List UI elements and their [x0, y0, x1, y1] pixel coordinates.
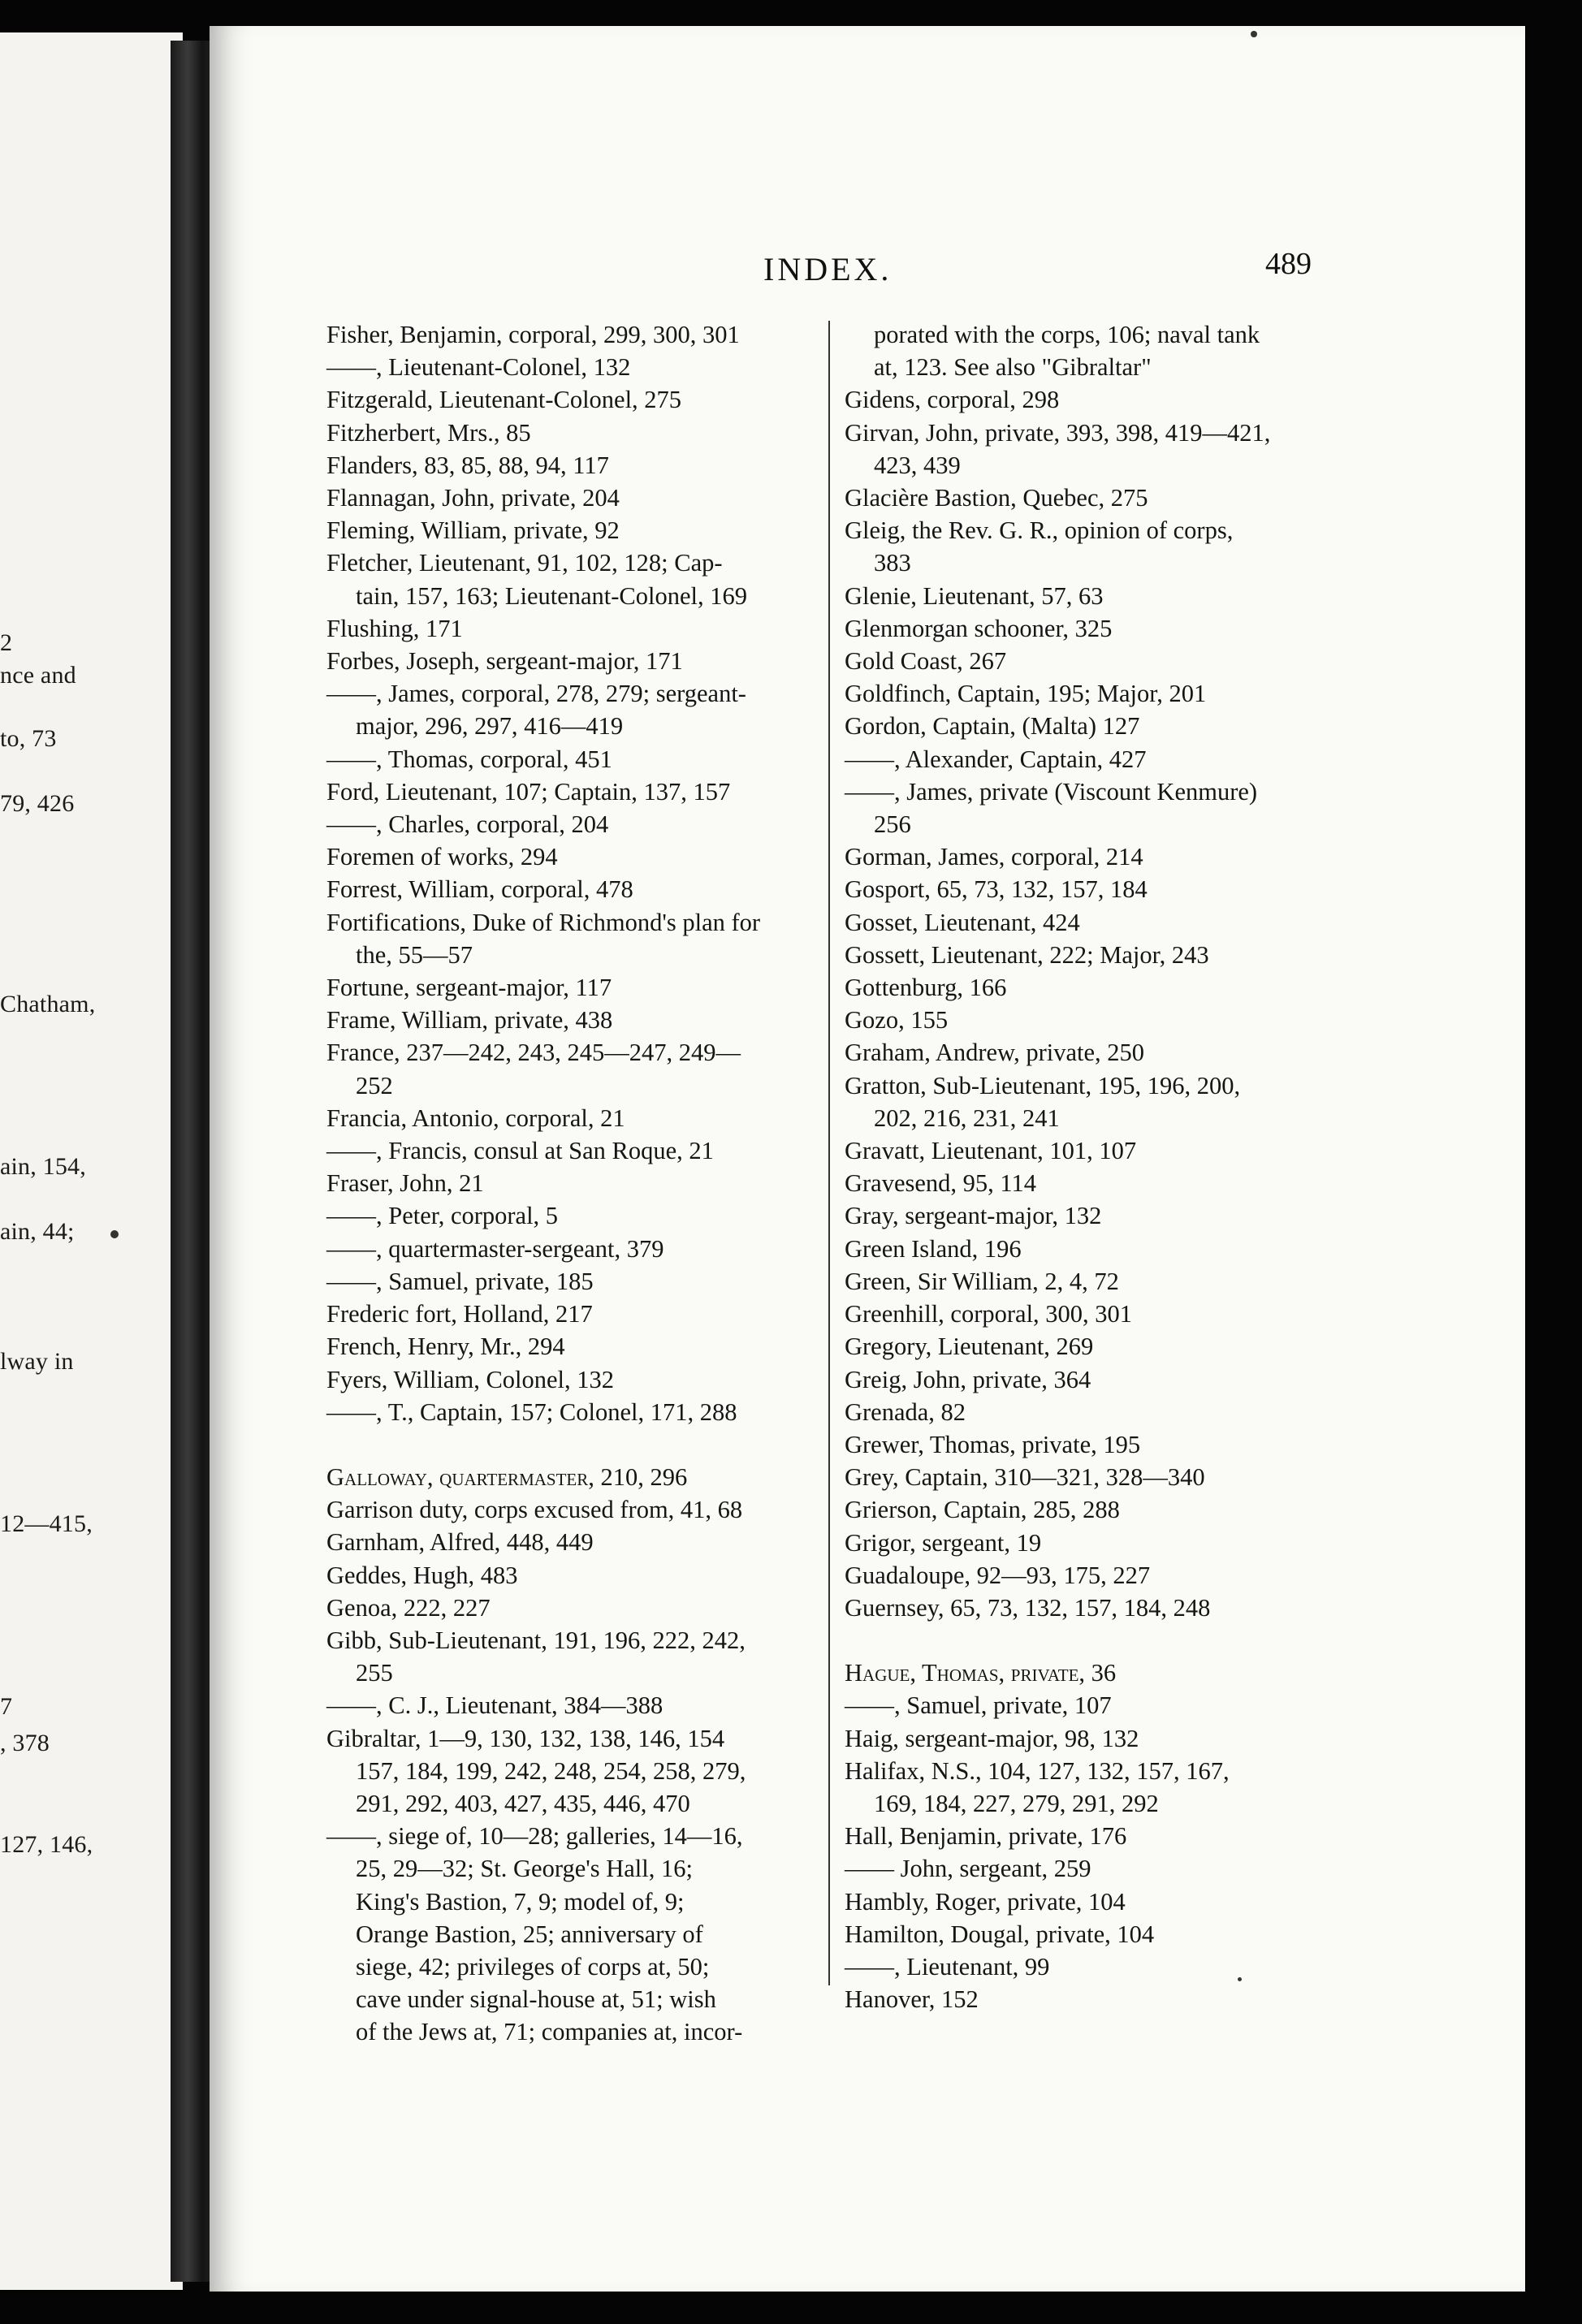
- index-entry: Green Island, 196: [845, 1234, 1022, 1263]
- index-entry: major, 296, 297, 416—419: [356, 712, 624, 741]
- facing-page-fragment: 7: [0, 1693, 13, 1720]
- index-entry: 291, 292, 403, 427, 435, 446, 470: [356, 1789, 690, 1817]
- index-entry: Gozo, 155: [845, 1006, 949, 1035]
- index-entry: Haig, sergeant-major, 98, 132: [845, 1724, 1139, 1752]
- index-entry: ——, T., Captain, 157; Colonel, 171, 288: [326, 1397, 737, 1426]
- index-entry: Genoa, 222, 227: [326, 1593, 491, 1622]
- index-entry: Glenmorgan schooner, 325: [845, 614, 1113, 642]
- index-entry: Orange Bastion, 25; anniversary of: [356, 1920, 703, 1948]
- index-entry: Flushing, 171: [326, 614, 463, 642]
- index-entry: the, 55—57: [356, 940, 473, 969]
- index-entry: Gleig, the Rev. G. R., opinion of corps,: [845, 516, 1234, 545]
- index-entry: Gray, sergeant-major, 132: [845, 1202, 1102, 1230]
- index-entry: Francia, Antonio, corporal, 21: [326, 1104, 625, 1132]
- index-entry: Grewer, Thomas, private, 195: [845, 1430, 1141, 1458]
- ink-speck: [110, 1230, 119, 1238]
- index-entry: Hamilton, Dougal, private, 104: [845, 1920, 1155, 1948]
- page-title: INDEX.: [763, 251, 893, 287]
- index-entry: Geddes, Hugh, 483: [326, 1561, 518, 1589]
- index-entry: Hague, Thomas, private, 36: [845, 1659, 1117, 1687]
- index-entry: 256: [874, 810, 911, 839]
- index-entry: ——, C. J., Lieutenant, 384—388: [326, 1691, 663, 1720]
- index-entry: Greenhill, corporal, 300, 301: [845, 1300, 1133, 1328]
- index-entry: ——, Francis, consul at San Roque, 21: [326, 1137, 714, 1165]
- facing-page-fragment: 12—415,: [0, 1510, 93, 1537]
- ink-speck: [1238, 1977, 1242, 1981]
- ink-speck: [1251, 31, 1257, 37]
- index-column-left: [326, 318, 814, 2049]
- index-entry: ——, Charles, corporal, 204: [326, 810, 609, 839]
- index-entry: Glacière Bastion, Quebec, 275: [845, 484, 1148, 512]
- page-number: 489: [1265, 247, 1312, 281]
- section-gap: [845, 1624, 1332, 1657]
- facing-page-fragment: , 378: [0, 1730, 50, 1756]
- index-entry: siege, 42; privileges of corps at, 50;: [356, 1952, 710, 1981]
- index-entry: Guadaloupe, 92—93, 175, 227: [845, 1561, 1151, 1589]
- index-entry: Gibraltar, 1—9, 130, 132, 138, 146, 154: [326, 1724, 725, 1752]
- index-entry: Flanders, 83, 85, 88, 94, 117: [326, 451, 609, 479]
- index-entry: 157, 184, 199, 242, 248, 254, 258, 279,: [356, 1756, 746, 1785]
- index-entry: ——, Peter, corporal, 5: [326, 1202, 559, 1230]
- index-entry: Fyers, William, Colonel, 132: [326, 1365, 615, 1393]
- index-entry: Guernsey, 65, 73, 132, 157, 184, 248: [845, 1593, 1211, 1622]
- index-entry: Gosset, Lieutenant, 424: [845, 908, 1080, 936]
- index-entry: Ford, Lieutenant, 107; Captain, 137, 157: [326, 777, 731, 806]
- index-entry: Fraser, John, 21: [326, 1169, 484, 1198]
- index-entry: ——, James, private (Viscount Kenmure): [845, 777, 1258, 806]
- index-entry: Forrest, William, corporal, 478: [326, 875, 633, 904]
- index-entry: 383: [874, 549, 911, 577]
- index-entry: Halifax, N.S., 104, 127, 132, 157, 167,: [845, 1756, 1230, 1785]
- index-entry: Hanover, 152: [845, 1985, 979, 2014]
- index-entry: 25, 29—32; St. George's Hall, 16;: [356, 1855, 693, 1883]
- index-entry: 202, 216, 231, 241: [874, 1104, 1060, 1132]
- facing-page-fragment: ain, 154,: [0, 1153, 86, 1180]
- index-entry: Gorman, James, corporal, 214: [845, 843, 1143, 871]
- facing-page-fragment: lway in: [0, 1348, 74, 1375]
- index-entry: porated with the corps, 106; naval tank: [874, 321, 1260, 348]
- index-entry: Glenie, Lieutenant, 57, 63: [845, 581, 1104, 610]
- index-entry: Gidens, corporal, 298: [845, 386, 1060, 414]
- index-entry: Fitzherbert, Mrs., 85: [326, 418, 531, 447]
- facing-page-fragment: nce and: [0, 662, 76, 689]
- index-entry: Garnham, Alfred, 448, 449: [326, 1528, 594, 1557]
- index-entry: Greig, John, private, 364: [845, 1365, 1091, 1393]
- index-entry: Grey, Captain, 310—321, 328—340: [845, 1463, 1205, 1492]
- index-entry: Gosport, 65, 73, 132, 157, 184: [845, 875, 1148, 904]
- index-entry: Fitzgerald, Lieutenant-Colonel, 275: [326, 386, 682, 414]
- index-entry: Foremen of works, 294: [326, 843, 558, 871]
- index-entry: ——, Samuel, private, 107: [845, 1691, 1112, 1720]
- index-entry: King's Bastion, 7, 9; model of, 9;: [356, 1887, 685, 1916]
- index-entry: of the Jews at, 71; companies at, incor-: [356, 2018, 743, 2046]
- column-divider: [828, 321, 830, 1985]
- index-entry: at, 123. See also "Gibraltar": [874, 353, 1152, 382]
- index-entry: Hambly, Roger, private, 104: [845, 1887, 1126, 1916]
- index-entry: Hall, Benjamin, private, 176: [845, 1822, 1127, 1851]
- index-entry: ——, Lieutenant, 99: [845, 1952, 1050, 1981]
- index-entry: Gravatt, Lieutenant, 101, 107: [845, 1137, 1137, 1165]
- index-entry: ——, Samuel, private, 185: [326, 1267, 594, 1295]
- facing-page-fragment: 2: [0, 629, 13, 656]
- index-entry: Fortifications, Duke of Richmond's plan for: [326, 908, 761, 936]
- facing-page-fragment: to, 73: [0, 725, 57, 752]
- index-column-right: [845, 318, 1332, 2015]
- index-entry: Goldfinch, Captain, 195; Major, 201: [845, 680, 1207, 708]
- index-entry: Frederic fort, Holland, 217: [326, 1300, 593, 1328]
- index-entry: ——, Alexander, Captain, 427: [845, 745, 1147, 773]
- facing-page-fragment: ain, 44;: [0, 1218, 75, 1245]
- index-entry: France, 237—242, 243, 245—247, 249—: [326, 1039, 741, 1067]
- index-entry: Fisher, Benjamin, corporal, 299, 300, 301: [326, 321, 740, 348]
- index-entry: Graham, Andrew, private, 250: [845, 1039, 1144, 1067]
- index-entry: 252: [356, 1071, 393, 1099]
- index-entry: Grigor, sergeant, 19: [845, 1528, 1042, 1557]
- index-entry: Gottenburg, 166: [845, 974, 1007, 1002]
- index-entry: 423, 439: [874, 451, 961, 479]
- facing-page-fragment: 127, 146,: [0, 1831, 93, 1858]
- facing-page-fragment: Chatham,: [0, 991, 96, 1017]
- index-entry: Flannagan, John, private, 204: [326, 484, 620, 512]
- index-entry: Gregory, Lieutenant, 269: [845, 1333, 1094, 1361]
- index-entry: ——, James, corporal, 278, 279; sergeant-: [326, 680, 746, 708]
- index-entry: Fleming, William, private, 92: [326, 516, 620, 545]
- index-entry: Gibb, Sub-Lieutenant, 191, 196, 222, 242,: [326, 1626, 746, 1654]
- index-entry: Girvan, John, private, 393, 398, 419—421,: [845, 418, 1271, 447]
- index-entry: French, Henry, Mr., 294: [326, 1333, 565, 1361]
- index-entry: Galloway, quartermaster, 210, 296: [326, 1462, 688, 1491]
- index-entry: ——, siege of, 10—28; galleries, 14—16,: [326, 1822, 743, 1851]
- index-entry: —— John, sergeant, 259: [845, 1855, 1091, 1883]
- index-entry: Fortune, sergeant-major, 117: [326, 974, 612, 1002]
- index-entry: 255: [356, 1659, 393, 1687]
- index-entry: Gold Coast, 267: [845, 647, 1007, 676]
- index-entry: Garrison duty, corps excused from, 41, 68: [326, 1496, 743, 1524]
- index-entry: Gordon, Captain, (Malta) 127: [845, 712, 1140, 741]
- index-entry: tain, 157, 163; Lieutenant-Colonel, 169: [356, 581, 747, 610]
- index-entry: Grierson, Captain, 285, 288: [845, 1496, 1120, 1524]
- facing-page-fragment: 79, 426: [0, 790, 75, 817]
- index-entry: ——, Thomas, corporal, 451: [326, 745, 612, 773]
- index-entry: ——, Lieutenant-Colonel, 132: [326, 353, 631, 382]
- index-entry: 169, 184, 227, 279, 291, 292: [874, 1789, 1159, 1817]
- index-entry: Gossett, Lieutenant, 222; Major, 243: [845, 940, 1209, 969]
- section-gap: [326, 1428, 814, 1461]
- index-entry: cave under signal-house at, 51; wish: [356, 1985, 716, 2014]
- index-entry: ——, quartermaster-sergeant, 379: [326, 1234, 664, 1263]
- index-entry: Gratton, Sub-Lieutenant, 195, 196, 200,: [845, 1071, 1241, 1099]
- index-entry: Frame, William, private, 438: [326, 1006, 613, 1035]
- index-entry: Green, Sir William, 2, 4, 72: [845, 1267, 1119, 1295]
- index-entry: Fletcher, Lieutenant, 91, 102, 128; Cap-: [326, 549, 723, 577]
- index-entry: Grenada, 82: [845, 1397, 966, 1426]
- index-entry: Gravesend, 95, 114: [845, 1169, 1037, 1198]
- index-entry: Forbes, Joseph, sergeant-major, 171: [326, 647, 683, 676]
- facing-page: [0, 32, 183, 2290]
